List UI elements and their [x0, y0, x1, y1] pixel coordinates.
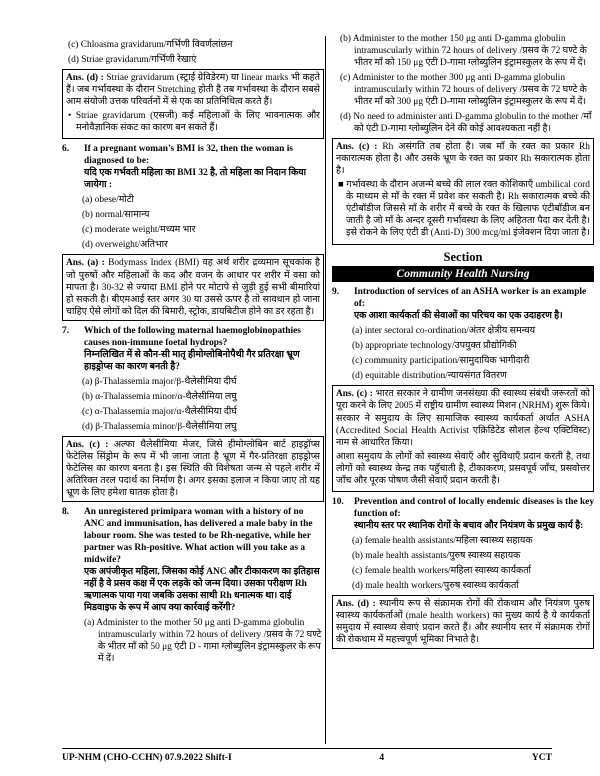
- answer-label: Ans. (d) :: [66, 73, 107, 84]
- question-number: 9.: [332, 287, 340, 298]
- answer-box-7: [62, 436, 324, 502]
- option-c: (c) α-Thalassemia major/α-थैलेसीमिया दीर्घ: [82, 406, 237, 417]
- page-number: 4: [379, 753, 385, 763]
- option-d: (d) overweight/अतिभार: [82, 240, 168, 251]
- page-footer: [62, 748, 552, 764]
- option-b: (b) male health assistants/पुरुष स्वास्थ्य सहायक: [352, 550, 521, 561]
- question-text-hi: निम्नलिखित में से कौन-सी मातृ हीमोग्लोबिनोपैथी गैर प्रतिरक्षा भ्रूण हाइड्रोप्स का कारण बनती है?: [84, 349, 300, 372]
- option-a: (a) Administer to the mother 50 μg anti D-gamma globulin intramuscularly within 72 hours of delivery /प्रसव के 72 घण्टे के भीतर माँ को 50 μg एंटी D - गामा ग्लोब्युलिन इंट्रामस्कुलर के रूप में दें।: [84, 618, 322, 665]
- answer-text: अल्फा थैलेसीमिया मेजर, जिसे हीमोग्लोबिन बार्ट हाइड्रॉप्स फेटेलिस सिंड्रोम के रूप में भी जाना जाता है भ्रूण में गैर-प्रतिरक्षा हाइड्रोप्स फेटेलिस का कारण बनता है। इस स्थिति की विशेषता जन्म से पहले शरीर में अतिरिक्त तरल पदार्थ का निर्माण है। अगर इसका इलाज न किया जाए तो यह भ्रूण के लिए हमेशा घातक होता है।: [66, 439, 320, 498]
- question-number: 6.: [62, 144, 70, 155]
- option-d: (d) Striae gravidarum/गर्भिणी रेखाएं: [68, 55, 197, 66]
- section-subtitle: Community Health Nursing: [332, 266, 594, 283]
- question-10: [332, 496, 594, 532]
- question-number: 10.: [332, 496, 344, 507]
- question-9: [332, 286, 594, 322]
- answer-label: Ans. (c) :: [66, 439, 114, 450]
- option-d: (d) β-Thalassemia minor/β-थैलेसीमिया लघु: [82, 421, 237, 432]
- section-title: Section: [443, 249, 483, 264]
- answer-box-8: [332, 138, 594, 244]
- question-7: [62, 325, 324, 373]
- option-a: (a) β-Thalassemia major/β-थैलेसीमिया दीर्घ: [82, 376, 237, 387]
- option-c: (c) Administer to the mother 300 μg anti D-gamma globulin intramuscularly within 72 hours of delivery /प्रसव के 72 घण्टे के भीतर माँ को 300 μg एंटी D-गामा ग्लोब्युलिन इंट्रामस्कुलर के रूप में दें।: [340, 73, 587, 108]
- option-b: (b) Administer to the mother 150 μg anti D-gamma globulin intramuscularly within 72 hours of delivery /प्रसव के 72 घण्टे के भीतर माँ को 150 μg एंटी D-गामा ग्लोब्युलिन इंट्रामस्कुलर के रूप में दें।: [340, 34, 587, 69]
- answer-text: स्थानीय रूप से संक्रामक रोगों की रोकथाम और नियंत्रण पुरुष स्वास्थ्य कार्यकर्ताओं (male health workers) का मुख्य कार्य है ये कार्यकर्ता समुदाय में स्वास्थ्य सेवाएं प्रदान करते हैं। और स्थानीय स्तर में संक्रामक रोगों की रोकथाम में महत्त्वपूर्ण भूमिका निभाते है।: [336, 598, 590, 645]
- answer-text: Striae gravidarum (स्ट्राई ग्रेविडेरम) या linear marks भी कहते हैं। जब गर्भावस्था के दौरान Stretching होती है तब गर्भावस्था के दौरान सबसे आम संयोजी उत्तक परिवर्तनों में से एक का प्रतिनिधित्व करते हैं।: [66, 73, 320, 108]
- question-text-hi: यदि एक गर्भवती महिला का BMI 32 है, तो महिला का निदान किया जायेगा :: [84, 168, 307, 191]
- question-text-en: If a pregnant woman's BMI is 32, then the woman is diagnosed to be:: [84, 144, 293, 167]
- option-a: (a) female health assistants/महिला स्वास्थ्य सहायक: [352, 535, 533, 546]
- option-d: (d) male health workers/पुरुष स्वास्थ्य कार्यकर्ता: [352, 580, 519, 591]
- question-number: 8.: [62, 507, 70, 518]
- answer-text-2: आशा समुदाय के लोगों को स्वास्थ्य सेवाएँ और सुविधाएँ प्रदान करती है, तथा लोगों को स्वास्थ्य केन्द्र तक पहुँचाती है, टीकाकरण, प्रसवपूर्व जाँच, प्रसवोत्तर जाँच और पूरक पोषण जैसी सेवाएँ प्रदान करती है।: [336, 451, 590, 486]
- option-c: (c) female health workers/महिला स्वास्थ्य कार्यकर्ता: [352, 565, 531, 576]
- question-6: [62, 143, 324, 191]
- question-text-en: Introduction of services of an ASHA worker is an example of:: [354, 287, 587, 310]
- question-text-hi: एक अपंजीकृत महिला, जिसका कोई ANC और टीकाकरण का इतिहास नहीं है वे प्रसव कक्ष में एक लड़के को जन्म दिया। उसका परीक्षण Rh ऋणात्मक पाया गया जबकि उसका साथी Rh धनात्मक था। दाई मिडवाइफ के रूप में आप क्या कार्रवाई करेंगी?: [84, 567, 320, 614]
- answer-label: Ans. (a) :: [66, 258, 109, 269]
- answer-text: Rh असंगति तब होता है। जब माँ के रक्त का प्रकार Rh नकारात्मक होता है। और उसके भ्रूण के रक्त का प्रकार Rh सकारात्मक होता है।: [336, 142, 590, 177]
- footer-publisher: YCT: [531, 753, 552, 763]
- answer-label: Ans. (c) :: [336, 389, 376, 400]
- question-text-hi: एक आशा कार्यकर्ता की सेवाओं का परिचय का एक उदाहरण है।: [354, 311, 563, 322]
- answer-label: Ans. (d) :: [336, 598, 380, 609]
- answer-label: Ans. (c) :: [336, 142, 383, 153]
- question-text-en: Prevention and control of locally endemic diseases is the key function of:: [354, 496, 595, 519]
- answer-box-9: [332, 385, 594, 491]
- answer-bullet: ■ गर्भावस्था के दौरान अजन्मे बच्चे की लाल रक्त कोशिकाएँ umbilical cord के माध्यम से माँ के रक्त में प्रवेश कर सकती है। Rh सकारात्मक बच्चे की एंटीबॉडीज जिससे माँ के शरीर में बच्चे के रक्त के खिलाफ एंटीबॉडीज बन जाती है जो माँ के अन्दर दूसरी गर्भावस्था के लिए अहितता पैदा कर देती है। इसे रोकने के लिए एंटी डी (Anti-D) 300 mcg/ml इंजेक्शन दिया जाता है।: [338, 180, 590, 239]
- option-a: (a) obese/मोटी: [82, 195, 134, 206]
- question-8: [62, 506, 324, 614]
- question-text-hi: स्थानीय स्तर पर स्थानिक रोगों के बचाव और नियंत्रण के प्रमुख कार्य है:: [354, 520, 584, 531]
- option-a: (a) inter sectoral co-ordination/अंतर क्षेत्रीय समन्वय: [352, 326, 536, 337]
- option-b: (b) normal/सामान्य: [82, 210, 150, 221]
- answer-bullet: • Striae gravidarum (एसजी) कई महिलाओं के लिए भावनात्मक और मनोवैज्ञानिक संकट का कारण बन सकते हैं।: [68, 111, 320, 134]
- answer-box-10: [332, 595, 594, 649]
- question-text-en: Which of the following maternal haemoglobinopathies causes non-immune foetal hydrops?: [84, 325, 301, 348]
- footer-exam-name: UP-NHM (CHO-CCHN) 07.9.2022 Shift-I: [62, 753, 232, 763]
- answer-box-5: [62, 69, 324, 139]
- column-divider: [325, 36, 326, 744]
- option-c: (c) Chloasma gravidarum/गर्भिणी विवर्णलांछन: [68, 40, 233, 50]
- left-column: [62, 36, 324, 668]
- option-c: (c) community participation/सामुदायिक भागीदारी: [352, 356, 530, 367]
- option-c: (c) moderate weight/मध्यम भार: [82, 225, 196, 236]
- right-column: [332, 30, 594, 652]
- answer-text: भारत सरकार ने ग्रामीण जनसंख्या की स्वास्थ्य संबंधी जरूरतों को पूरा करने के लिए 2005 में राष्ट्रीय ग्रामीण स्वास्थ्य मिशन (NRHM) शुरू किये। सरकार ने समुदाय के लिए सामाजिक स्वास्थ्य कार्यकर्ता अर्थात ASHA (Accredited Social Health Activist एक्रिडिटेड सोशल हेल्थ एक्टिविस्ट) नाम से आधारित किया।: [336, 389, 590, 448]
- answer-text: Bodymass Index (BMI) वह अर्थ शरीर द्रव्यमान सूचकांक है जो पुरुषों और महिलाओं के कद और वजन के आधार पर शरीर में वसा को मापता है। 30-32 से ज्यादा BMI होने पर मोटापे से जुड़ी हुई सभी बीमारियां हो सकती है। बीएमआई स्तर अगर 30 या उससे ऊपर है तो सावधान हो जाना चाहिए ऐसे लोगों को दिल की बिमारी, स्ट्रोक, डायबिटीज होने का डर रहता है।: [66, 258, 321, 317]
- question-text-en: An unregistered primipara woman with a history of no ANC and immunisation, has delivered a male baby in the labour room. She was tested to be Rh-negative, while her partner was Rh-positive. What action will you take as a midwife?: [84, 507, 313, 566]
- option-d: (d) No need to administer anti D-gamma globulin to the mother /माँ को एंटी D-गामा ग्लोब्युलिन देने की कोई आवश्यकता नहीं है।: [340, 112, 592, 135]
- option-b: (b) appropriate technology/उपयुक्त प्रौद्योगिकी: [352, 341, 517, 352]
- option-d: (d) equitable distribution/न्यायसंगत वितरण: [352, 371, 507, 382]
- question-number: 7.: [62, 325, 70, 336]
- option-b: (b) α-Thalassemia minor/α-थैलेसीमिया लघु: [82, 391, 237, 402]
- answer-box-6: [62, 254, 324, 320]
